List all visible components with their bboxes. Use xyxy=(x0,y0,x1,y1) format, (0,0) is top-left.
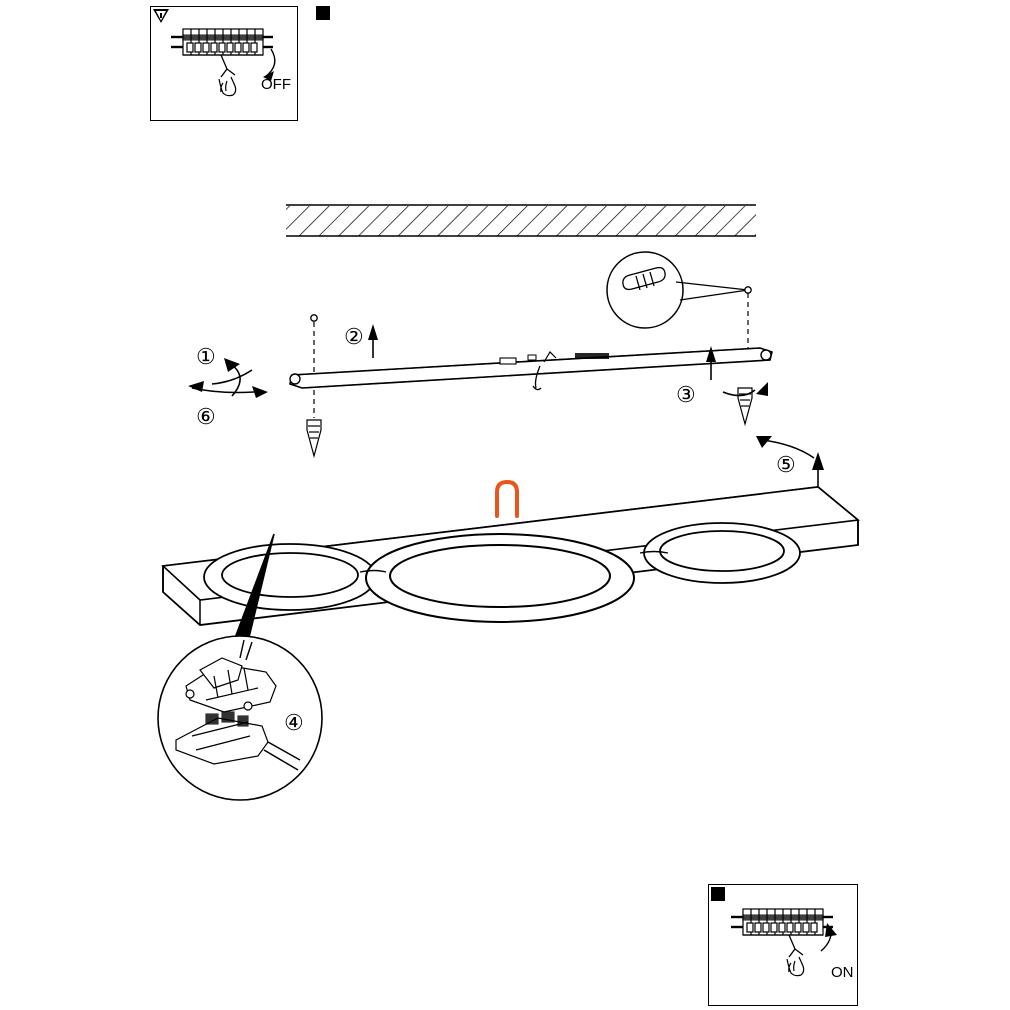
step-2-marker: ② xyxy=(344,324,365,349)
step-2-arrow xyxy=(368,324,378,358)
power-on-step xyxy=(708,884,858,1006)
mounting-bar-icon xyxy=(290,348,772,390)
terminal-block-icon xyxy=(731,909,833,935)
wall-plug-callout xyxy=(607,252,751,350)
power-off-label: OFF xyxy=(261,76,291,93)
spring-clip-icon xyxy=(497,482,517,516)
hand-icon xyxy=(787,957,804,976)
step-3-marker: ③ xyxy=(676,382,697,407)
step-1-marker: ① xyxy=(196,344,217,369)
step-6-marker: ⑥ xyxy=(196,404,217,429)
hatched-ceiling-icon xyxy=(286,205,756,236)
step-5-marker: ⑤ xyxy=(776,452,797,477)
power-on-label: ON xyxy=(831,964,854,981)
switch-lever-icon xyxy=(789,935,803,957)
step-4-marker: ④ xyxy=(284,710,305,735)
page-corner-marker xyxy=(711,887,725,901)
